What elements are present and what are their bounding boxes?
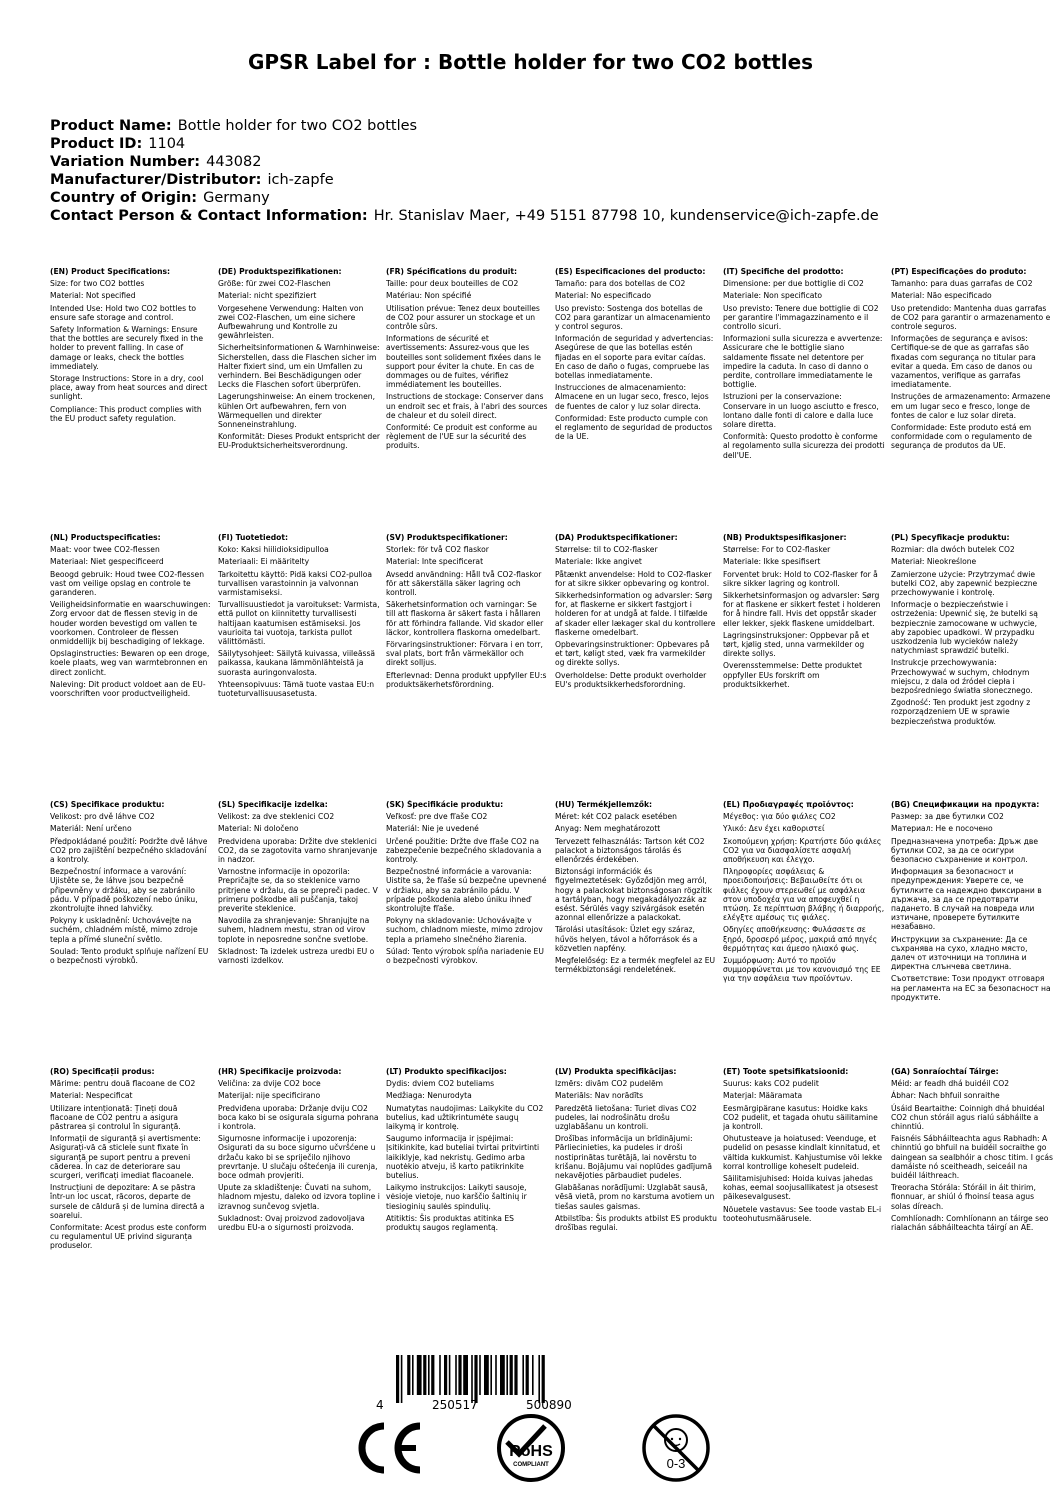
spec-heading: (ET) Toote spetsifikatsioonid:: [723, 1067, 849, 1076]
spec-line: Drošības informācija un brīdinājumi: Pārliecinieties, ka pudeles ir droši nostiprinātas turētājā, lai novērstu to krišanu. Bojājumu vai noplūdes gadījumā nekavējoties pārbaudiet pudeles.: [555, 1134, 712, 1181]
spec-heading: (ES) Especificaciones del producto:: [555, 267, 706, 276]
spec-line: Beoogd gebruik: Houd twee CO2-flessen vast om veilige opslag en controle te garanderen.: [50, 569, 205, 598]
spec-line: Påtænkt anvendelse: Hold to CO2-flasker for at sikre sikker opbevaring og kontrol.: [555, 569, 712, 588]
spec-line: Laikymo instrukcijos: Laikyti sausoje, vėsioje vietoje, nuo karščio šaltinių ir tiesioginių saulės spindulių.: [386, 1183, 527, 1211]
barcode: [372, 1355, 617, 1415]
spec-block: [218, 1067, 380, 1232]
spec-line: Instruções de armazenamento: Armazene em um lugar seco e fresco, longe de fontes de calor e luz solar direta.: [891, 392, 1051, 420]
info-value: 443082: [206, 154, 262, 170]
spec-line: Conformidad: Este producto cumple con el reglamento de seguridad de productos de la UE.: [555, 413, 713, 442]
spec-line: Υλικό: Δεν έχει καθοριστεί: [723, 824, 825, 834]
spec-line: Matériau: Non spécifié: [386, 291, 472, 301]
info-label: Product Name:: [50, 118, 172, 134]
spec-line: Materiale: Ikke spesifisert: [723, 557, 821, 567]
spec-heading: (NB) Produktspesifikasjoner:: [723, 533, 847, 542]
spec-line: Intended Use: Hold two CO2 bottles to ensure safe storage and control.: [50, 303, 197, 322]
info-label: Product ID:: [50, 136, 143, 152]
spec-block: [218, 533, 380, 698]
spec-line: Tamanho: para duas garrafas de CO2: [891, 279, 1033, 289]
spec-line: Materiaali: Ei määritelty: [218, 557, 310, 567]
spec-line: Anyag: Nem meghatározott: [555, 824, 661, 834]
barcode-bar: [396, 1355, 399, 1403]
spec-heading: (SV) Produktspecifikationer:: [386, 533, 508, 542]
spec-line: Materiál: Nie je uvedené: [386, 824, 479, 834]
spec-line: Instrukcje przechowywania: Przechowywać w suchym, chłodnym miejscu, z dala od źródeł ciepła i bezpośredniego światła słonecznego.: [891, 658, 1033, 696]
spec-line: Lagringsinstruksjoner: Oppbevar på et tørt, kjølig sted, unna varmekilder og direkte sollys.: [723, 630, 870, 659]
spec-line: Material: nicht spezifiziert: [218, 291, 317, 301]
spec-line: Size: for two CO2 bottles: [50, 279, 145, 289]
spec-heading: (BG) Спецификации на продукта:: [891, 800, 1040, 809]
spec-line: Predviđena uporaba: Držanje dviju CO2 boca kako bi se osigurala sigurna pohrana i kontrola.: [218, 1103, 379, 1132]
spec-block: [891, 1067, 1053, 1232]
spec-heading: (IT) Specifiche del prodotto:: [723, 267, 844, 276]
spec-line: Materiale: Ikke angivet: [555, 557, 642, 567]
barcode-bar: [510, 1355, 513, 1395]
spec-line: Instrucciones de almacenamiento: Almacene en un lugar seco, fresco, lejos de fuentes de calor y luz solar directa.: [555, 383, 709, 411]
barcode-bar: [484, 1355, 489, 1395]
barcode-digits-mid: 250517: [432, 1398, 478, 1412]
spec-line: Forventet bruk: Hold to CO2-flasker for å sikre sikker lagring og kontroll.: [723, 569, 878, 588]
spec-line: Материал: Не е посочено: [891, 824, 993, 834]
age-label: 0-3: [666, 1456, 686, 1471]
spec-heading: (LT) Produkto specifikacijos:: [386, 1067, 507, 1076]
spec-line: Určené použitie: Držte dve fľaše CO2 na zabezpečenie bezpečného skladovania a kontroly.: [386, 836, 542, 865]
page-title: GPSR Label for : Bottle holder for two CO2 bottles: [247, 50, 814, 74]
rohs-sublabel: COMPLIANT: [513, 1462, 549, 1468]
barcode-bar: [538, 1355, 540, 1403]
spec-block: [386, 267, 548, 451]
spec-line: Méid: ar feadh dhá buidéil CO2: [891, 1079, 1010, 1089]
spec-line: Информация за безопасност и предупреждения: Уверете се, че бутилките са надеждно фиксирани в държача, за да се предотврати падането. В случай на повреда или изтичане, проверете бутилките незабавно.: [891, 867, 1042, 932]
barcode-bar: [522, 1355, 524, 1395]
spec-line: Overholdelse: Dette produkt overholder EU's produktsikkerhedsforordning.: [555, 670, 707, 689]
spec-line: Faisnéis Sábháilteachta agus Rabhadh: A chinntiú go bhfuil na buidéil socraithe go daingean sa sealbhóir a chosc titim. I gcás damáiste nó sceitheadh, seiceáil na buidéil láithreach.: [891, 1134, 1053, 1181]
info-row: [50, 153, 879, 171]
spec-heading: (NL) Productspecificaties:: [50, 533, 161, 542]
spec-line: Lagerungshinweise: An einem trockenen, kühlen Ort aufbewahren, fern von Wärmequellen und direkter Sonneneinstrahlung.: [218, 392, 375, 430]
barcode-bar: [458, 1355, 461, 1395]
info-row: [50, 117, 879, 135]
spec-line: Tervezett felhasználás: Tartson két CO2 palackot a biztonságos tárolás és ellenőrzés érdekében.: [555, 836, 705, 865]
spec-line: Información de seguridad y advertencias: Asegúrese de que las botellas estén fijadas en el soporte para evitar caídas. En caso de daño o fugas, compruebe las botellas inmediatamente.: [555, 334, 714, 381]
spec-line: Tarkoitettu käyttö: Pidä kaksi CO2-pulloa turvallisen varastoinnin ja valvonnan varmistamiseksi.: [218, 569, 373, 598]
spec-line: Størrelse: For to CO2-flasker: [723, 545, 831, 555]
spec-heading: (DA) Produktspecifikationer:: [555, 533, 678, 542]
barcode-bar: [495, 1355, 497, 1395]
spec-line: Předpokládané použití: Podržte dvě láhve CO2 pro zajištění bezpečného skladování a kontroly.: [50, 836, 208, 865]
spec-line: Eesmärgipärane kasutus: Hoidke kaks CO2 pudelit, et tagada ohutu säilitamine ja kontroll.: [723, 1103, 878, 1132]
spec-heading: (FI) Tuotetiedot:: [218, 533, 289, 542]
spec-block: [50, 533, 212, 698]
spec-line: Ábhar: Nach bhfuil sonraithe: [891, 1091, 1000, 1101]
barcode-digits-right: 500890: [526, 1398, 572, 1412]
spec-line: Materiał: Nieokreślone: [891, 557, 977, 567]
spec-line: Conformité: Ce produit est conforme au règlement de l'UE sur la sécurité des produits.: [386, 423, 538, 451]
barcode-bar: [479, 1355, 481, 1395]
ce-mark-icon: [350, 1418, 425, 1478]
spec-line: Comhlíonadh: Comhlíonann an táirge seo rialachán sábháilteachta táirgí an AE.: [891, 1213, 1049, 1233]
rohs-compliant-icon: [495, 1412, 567, 1484]
spec-block: [891, 800, 1053, 1002]
spec-line: Méret: két CO2 palack esetében: [555, 812, 677, 822]
spec-line: Konformität: Dieses Produkt entspricht der EU-Produktsicherheitsverordnung.: [218, 432, 380, 451]
spec-block: [723, 800, 885, 984]
spec-line: Συμμόρφωση: Αυτό το προϊόν συμμορφώνεται με τον κανονισμό της ΕΕ για την ασφάλεια των προϊόντων.: [723, 956, 881, 984]
spec-line: Dimensione: per due bottiglie di CO2: [723, 279, 864, 289]
spec-line: Veličina: za dvije CO2 boce: [218, 1079, 321, 1089]
spec-heading: (LV) Produkta specifikācijas:: [555, 1067, 677, 1076]
spec-line: Turvallisuustiedot ja varoitukset: Varmista, että pullot on kiinnitetty turvallisesti haltijaan kaatumisen estämiseksi. Jos vaurioita tai vuotoja, tarkista pullot välittömästi.: [218, 600, 380, 647]
spec-line: Skladnost: Ta izdelek ustreza uredbi EU o varnosti izdelkov.: [218, 946, 375, 966]
spec-block: [555, 533, 717, 689]
barcode-bar: [500, 1355, 505, 1395]
spec-line: Størrelse: til to CO2-flasker: [555, 545, 658, 555]
spec-line: Nõuetele vastavus: See toode vastab EL-i tooteohutusmäärusele.: [723, 1204, 882, 1223]
spec-line: Material: Ni določeno: [218, 824, 299, 834]
spec-line: Glabāšanas norādījumi: Uzglabāt sausā, vēsā vietā, prom no karstuma avotiem un tiešas saules gaismas.: [555, 1183, 715, 1211]
spec-line: Material: Não especificado: [891, 291, 992, 301]
spec-line: Instructions de stockage: Conserver dans un endroit sec et frais, à l'abri des sources de chaleur et du soleil direct.: [386, 392, 548, 420]
spec-block: [723, 533, 885, 689]
spec-heading: (EN) Product Specifications:: [50, 267, 171, 276]
spec-line: Megfelelőség: Ez a termék megfelel az EU termékbiztonsági rendeletének.: [555, 956, 716, 975]
spec-line: Opbevaringsinstruktioner: Opbevares på et tørt, køligt sted, væk fra varmekilder og direkte sollys.: [555, 640, 710, 668]
spec-block: [50, 267, 212, 423]
spec-line: Informações de segurança e avisos: Certifique-se de que as garrafas são fixadas com segurança no titular para evitar a queda. Em caso de danos ou vazamentos, verifique as garrafas imediatamente.: [891, 334, 1036, 390]
spec-line: Biztonsági információk és figyelmeztetések: Győződjön meg arról, hogy a palackokat biztonságosan rögzítik a tartályban, hogy megakadályozzák az esést. Sérülés vagy szivárgások esetén azonnal ellenőrizze a palackokat.: [555, 867, 713, 923]
spec-line: Utilizare intenționată: Țineți două flacoane de CO2 pentru a asigura păstrarea și controlul în siguranță.: [50, 1103, 181, 1132]
spec-line: Opslaginstructies: Bewaren op een droge, koele plaats, weg van warmtebronnen en direct zonlicht.: [50, 649, 210, 677]
info-row: [50, 135, 879, 153]
spec-line: Ohutusteave ja hoiatused: Veenduge, et pudelid on pesasse kindlalt kinnitatud, et vältida kukkumist. Kahjustumise või lekke korral kontrollige koheselt pudeleid.: [723, 1134, 883, 1171]
spec-block: [386, 533, 548, 689]
spec-block: [723, 1067, 885, 1223]
spec-line: Uso pretendido: Mantenha duas garrafas de CO2 para garantir o armazenamento e controle seguros.: [891, 303, 1051, 332]
spec-line: Avsedd användning: Håll två CO2-flaskor för att säkerställa säker lagring och kontroll.: [386, 569, 542, 598]
spec-line: Paredzētā lietošana: Turiet divas CO2 pudeles, lai nodrošinātu drošu uzglabāšanu un kontroli.: [555, 1103, 697, 1132]
info-label: Manufacturer/Distributor:: [50, 172, 262, 188]
info-row: [50, 171, 879, 189]
spec-line: Medžiaga: Nenurodyta: [386, 1091, 472, 1101]
spec-heading: (FR) Spécifications du produit:: [386, 267, 518, 276]
spec-line: Pokyny k uskladnění: Uchovávejte na suchém, chladném místě, mimo zdroje tepla a přímé sluneční světlo.: [50, 916, 198, 944]
spec-line: Material: Not specified: [50, 291, 136, 301]
spec-block: [218, 800, 380, 965]
spec-line: Materiaal: Niet gespecificeerd: [50, 557, 164, 567]
spec-line: Pokyny na skladovanie: Uchovávajte v suchom, chladnom mieste, mimo zdrojov tepla a priameho slnečného žiarenia.: [386, 916, 543, 944]
spec-line: Инструкции за съхранение: Да се съхранява на сухо, хладно място, далеч от източници на топлина и директна слънчева светлина.: [891, 934, 1028, 972]
spec-line: Safety Information & Warnings: Ensure that the bottles are securely fixed in the holder to prevent falling. In case of damage or leaks, check the bottles immediately.: [50, 325, 203, 371]
spec-line: Taille: pour deux bouteilles de CO2: [386, 279, 519, 289]
spec-line: Predvidena uporaba: Držite dve steklenici CO2, da se zagotovita varno shranjevanje in nadzor.: [218, 836, 378, 865]
spec-heading: (GA) Sonraíochtaí Táirge:: [891, 1067, 999, 1076]
spec-block: [50, 800, 212, 965]
barcode-bar: [471, 1355, 473, 1403]
spec-block: [386, 1067, 548, 1232]
spec-line: Conformità: Questo prodotto è conforme al regolamento sulla sicurezza dei prodotti dell'UE.: [723, 432, 885, 460]
spec-line: Saugumo informacija ir įspėjimai: Įsitikinkite, kad buteliai tvirtai pritvirtinti laikiklyje, kad nekristų. Gedimo arba nuotėkio atveju, iš karto patikrinkite butelius.: [386, 1134, 540, 1181]
barcode-bar: [463, 1355, 468, 1395]
spec-line: Materjal: Määramata: [723, 1091, 803, 1101]
barcode-bar: [532, 1355, 534, 1395]
spec-block: [891, 267, 1053, 451]
spec-line: Bezpečnostné informácie a varovania: Uistite sa, že fľaše sú bezpečne upevnené v držiaku, aby sa zabránilo pádu. V prípade poškodenia alebo úniku ihneď skontrolujte fľaše.: [386, 867, 547, 914]
spec-line: Materijal: nije specificirano: [218, 1091, 321, 1101]
spec-line: Treoracha Stórála: Stóráil in áit thirim, fionnuar, ar shiúl ó fhoinsí teasa agus solas díreach.: [891, 1183, 1036, 1211]
specifications-grid: [50, 267, 1053, 1322]
spec-line: Dydis: dviem CO2 buteliams: [386, 1079, 495, 1089]
spec-line: Zamierzone użycie: Przytrzymać dwie butelki CO2, aby zapewnić bezpieczne przechowywanie i kontrolę.: [891, 569, 1038, 598]
spec-line: Material: Inte specificerat: [386, 557, 484, 567]
barcode-bar: [490, 1355, 492, 1395]
info-row: [50, 189, 879, 207]
spec-line: Compliance: This product complies with the EU product safety regulation.: [50, 404, 202, 423]
spec-line: Veľkosť: pre dve fľaše CO2: [386, 812, 488, 822]
barcode-bar: [423, 1355, 426, 1395]
barcode-bar: [506, 1355, 508, 1395]
barcode-bar: [439, 1355, 441, 1395]
spec-line: Numatytas naudojimas: Laikykite du CO2 butelius, kad užtikrintumėte saugų laikymą ir kontrolę.: [386, 1103, 544, 1132]
spec-heading: (SK) Špecifikácie produktu:: [386, 800, 504, 809]
spec-line: Súlad: Tento výrobok spĺňa nariadenie EU o bezpečnosti výrobkov.: [386, 946, 544, 966]
spec-line: Navodila za shranjevanje: Shranjujte na suhem, hladnem mestu, stran od virov toplote in neposredne sončne svetlobe.: [218, 916, 370, 944]
barcode-bar: [444, 1355, 447, 1395]
spec-heading: (PL) Specyfikacje produktu:: [891, 533, 1010, 542]
spec-block: [555, 267, 717, 441]
spec-line: Storage Instructions: Store in a dry, cool place, away from heat sources and direct sunlight.: [50, 374, 208, 402]
spec-line: Sukladnost: Ovaj proizvod zadovoljava uredbu EU-a o sigurnosti proizvoda.: [218, 1213, 365, 1233]
spec-line: Informacje o bezpieczeństwie i ostrzeżenia: Upewnić się, że butelki są bezpiecznie zamocowane w uchwycie, aby zapobiec upadkowi. W przypadku uszkodzenia lub wycieków należy natychmiast sprawdzić butelki.: [891, 600, 1038, 656]
spec-line: Velikost: pro dvě láhve CO2: [50, 812, 155, 822]
barcode-bar: [449, 1355, 451, 1395]
spec-line: Sigurnosne informacije i upozorenja: Osigurati da su boce sigurno učvršćene u držaču kako bi se spriječilo njihovo prevrtanje. U slučaju oštećenja ili curenja, boce odmah provjeriti.: [218, 1134, 378, 1181]
info-value: 1104: [148, 136, 186, 152]
spec-line: Sicherheitsinformationen & Warnhinweise: Sicherstellen, dass die Flaschen sicher im Halter fixiert sind, um ein Umfallen zu verhindern. Bei Beschädigungen oder Lecks die Flaschen sofort überprüfen.: [218, 343, 380, 390]
spec-line: Instrucțiuni de depozitare: A se păstra într-un loc uscat, răcoros, departe de sursele de căldură și de lumina directă a soarelui.: [50, 1183, 205, 1220]
spec-line: Overensstemmelse: Dette produktet oppfyller EUs forskrift om produktsikkerhet.: [723, 661, 862, 689]
info-label: Contact Person & Contact Information:: [50, 208, 368, 224]
spec-line: Varnostne informacije in opozorila: Prepričajte se, da so steklenice varno pritrjene v držalu, da se prepreči padec. V primeru poškodbe ali puščanja, takoj preverite steklenice.: [218, 867, 378, 914]
spec-line: Atbilstība: Šis produkts atbilst ES produktu drošības regulai.: [555, 1213, 717, 1233]
spec-line: Material: Nespecificat: [50, 1091, 133, 1101]
spec-line: Μέγεθος: για δύο φιάλες CO2: [723, 812, 836, 822]
spec-line: Größe: für zwei CO2-Flaschen: [218, 279, 331, 289]
info-value: Hr. Stanislav Maer, +49 5151 87798 10, kundenservice@ich-zapfe.de: [373, 208, 879, 224]
spec-line: Materiale: Non specificato: [723, 291, 823, 301]
barcode-bar: [542, 1355, 545, 1403]
info-value: Bottle holder for two CO2 bottles: [177, 118, 418, 134]
spec-line: Veiligheidsinformatie en waarschuwingen: Zorg ervoor dat de flessen stevig in de houder worden bevestigd om vallen te voorkomen. Controleer de flessen onmiddellijk bij beschadiging of lekkage.: [50, 600, 211, 647]
spec-line: Izmērs: divām CO2 pudelēm: [555, 1079, 664, 1089]
spec-heading: (EL) Προδιαγραφές προϊόντος:: [723, 800, 854, 809]
spec-block: [555, 800, 717, 974]
info-value: ich-zapfe: [267, 172, 334, 188]
spec-line: Materiál: Není určeno: [50, 824, 132, 834]
spec-line: Размер: за две бутилки CO2: [891, 812, 1004, 822]
spec-line: Säilytysohjeet: Säilytä kuivassa, viileässä paikassa, kaukana lämmönlähteistä ja suorasta auringonvalosta.: [218, 649, 376, 677]
spec-heading: (RO) Specificații produs:: [50, 1067, 155, 1076]
spec-line: Rozmiar: dla dwóch butelek CO2: [891, 545, 1015, 555]
barcode-bar: [514, 1355, 517, 1395]
spec-line: Informazioni sulla sicurezza e avvertenze: Assicurare che le bottiglie siano saldamente fissate nel detentore per impedire la caduta. In caso di danno o perdite, controllare immediatamente le bottiglie.: [723, 334, 883, 390]
spec-block: [386, 800, 548, 965]
spec-line: Informations de sécurité et avertissements: Assurez-vous que les bouteilles sont solidement fixées dans le support pour éviter la chute. En cas de dommages ou de fuites, vérifiez immédiatement les bouteilles.: [386, 334, 541, 390]
spec-line: Atitiktis: Šis produktas atitinka ES produktų saugos reglamentą.: [386, 1213, 514, 1233]
spec-line: Uso previsto: Sostenga dos botellas de CO2 para garantizar un almacenamiento y control seguros.: [555, 303, 711, 332]
spec-line: Säilitamisjuhised: Hoida kuivas jahedas kohas, eemal soojusallikatest ja otsesest päikesevalgusest.: [723, 1174, 878, 1202]
barcode-digit-left: 4: [376, 1398, 384, 1412]
spec-block: [218, 267, 380, 451]
barcode-bar: [407, 1355, 410, 1395]
spec-line: Conformidade: Este produto está em conformidade com o regulamento de segurança de produtos da UE.: [891, 423, 1032, 451]
spec-line: Informații de siguranță și avertismente: Asigurați-vă că sticlele sunt fixate în siguranță pe suport pentru a preveni căderea. În caz de deteriorare sau scurgeri, verificați imediat flacoanele.: [50, 1134, 201, 1181]
barcode-bar: [526, 1355, 529, 1395]
spec-line: Soulad: Tento produkt splňuje nařízení EU o bezpečnosti výrobků.: [50, 946, 209, 966]
spec-line: Efterlevnad: Denna produkt uppfyller EU:s produktsäkerhetsförordning.: [386, 670, 547, 689]
spec-line: Οδηγίες αποθήκευσης: Φυλάσσετε σε ξηρό, δροσερό μέρος, μακριά από πηγές θερμότητας και άμεσο ηλιακό φως.: [723, 925, 878, 953]
spec-heading: (HR) Specifikacije proizvoda:: [218, 1067, 342, 1076]
spec-line: Conformitate: Acest produs este conform cu regulamentul UE privind siguranța produselor.: [50, 1223, 207, 1251]
spec-line: Tamaño: para dos botellas de CO2: [555, 279, 686, 289]
rohs-label: RoHS: [509, 1443, 553, 1460]
barcode-bar: [401, 1355, 403, 1403]
spec-line: Предназначена употреба: Дръж две бутилки CO2, за да се осигури безопасно съхранение и контрол.: [891, 836, 1039, 865]
spec-line: Zgodność: Ten produkt jest zgodny z rozporządzeniem UE w sprawie bezpieczeństwa produktów.: [891, 698, 1031, 726]
spec-line: Tárolási utasítások: Üzlet egy száraz, hűvös helyen, távol a hőforrások és a közvetlen napfény.: [555, 925, 698, 953]
not-for-children-0-3-icon: [640, 1412, 712, 1484]
spec-line: Velikost: za dve steklenici CO2: [218, 812, 335, 822]
spec-line: Materiāls: Nav norādīts: [555, 1091, 644, 1101]
spec-line: Utilisation prévue: Tenez deux bouteilles de CO2 pour assurer un stockage et un contrôle sûrs.: [386, 303, 540, 332]
spec-heading: (SL) Specifikacije izdelka:: [218, 800, 328, 809]
barcode-bars: [372, 1355, 617, 1415]
spec-line: Förvaringsinstruktioner: Förvara i en torr, sval plats, bort från värmekällor och direkt solljus.: [386, 640, 543, 668]
info-value: Germany: [203, 190, 270, 206]
spec-line: Vorgesehene Verwendung: Halten von zwei CO2-Flaschen, um eine sichere Aufbewahrung und Kontrolle zu gewährleisten.: [218, 303, 364, 341]
spec-line: Naleving: Dit product voldoet aan de EU-voorschriften voor productveiligheid.: [50, 679, 206, 699]
barcode-bar: [412, 1355, 414, 1395]
spec-line: Koko: Kaksi hiilidioksidipulloa: [218, 545, 329, 555]
spec-line: Istruzioni per la conservazione: Conservare in un luogo asciutto e fresco, lontano dalle fonti di calore e dalla luce solare diretta.: [723, 392, 879, 430]
spec-block: [891, 533, 1053, 726]
spec-line: Σκοπούμενη χρήση: Κρατήστε δύο φιάλες CO2 για να διασφαλίσετε ασφαλή αποθήκευση και έλεγχο.: [723, 836, 882, 865]
spec-line: Bezpečnostní informace a varování: Ujistěte se, že láhve jsou bezpečně připevněny v držáku, aby se zabránilo pádu. V případě poškození nebo úniku, zkontrolujte ihned lahvičky.: [50, 867, 198, 914]
spec-line: Mărime: pentru două flacoane de CO2: [50, 1079, 196, 1089]
spec-line: Yhteensopivuus: Tämä tuote vastaa EU:n tuoteturvallisuusasetusta.: [218, 679, 375, 699]
barcode-bar: [417, 1355, 422, 1395]
spec-block: [723, 267, 885, 460]
spec-heading: (PT) Especificações do produto:: [891, 267, 1027, 276]
spec-line: Storlek: för två CO2 flaskor: [386, 545, 489, 555]
barcode-bar: [474, 1355, 477, 1403]
spec-heading: (CS) Specifikace produktu:: [50, 800, 165, 809]
spec-line: Sikkerhetsinformasjon og advarsler: Sørg for at flaskene er sikkert festet i holderen for å hindre fall. Hvis det oppstår skader eller lekker, sjekk flaskene umiddelbart.: [723, 591, 881, 628]
spec-line: Съответствие: Този продукт отговаря на регламента на ЕС за безопасност на продуктите.: [891, 974, 1051, 1002]
barcode-bar: [455, 1355, 457, 1395]
product-info: [50, 117, 879, 225]
spec-line: Úsáid Beartaithe: Coinnigh dhá bhuidéal CO2 chun stóráil agus rialú sábháilte a chinntiú.: [891, 1103, 1045, 1132]
spec-line: Material: No especificado: [555, 291, 652, 301]
info-label: Country of Origin:: [50, 190, 198, 206]
spec-line: Upute za skladištenje: Čuvati na suhom, hladnom mjestu, daleko od izvora topline i izravnog sunčevog svjetla.: [218, 1183, 380, 1211]
spec-block: [50, 1067, 212, 1251]
spec-block: [555, 1067, 717, 1232]
spec-line: Suurus: kaks CO2 pudelit: [723, 1079, 819, 1089]
barcode-bar: [428, 1355, 430, 1395]
info-row: [50, 207, 879, 225]
spec-heading: (HU) Termékjellemzők:: [555, 800, 653, 809]
info-label: Variation Number:: [50, 154, 201, 170]
spec-line: Säkerhetsinformation och varningar: Se till att flaskorna är säkert fasta i hållaren för att förhindra fallande. Vid skador eller läckor, kontrollera flaskorna omedelbart.: [386, 600, 544, 637]
spec-line: Πληροφορίες ασφάλειας & προειδοποιήσεις: Βεβαιωθείτε ότι οι φιάλες έχουν στερεωθεί με ασφάλεια στον υποδοχέα για να αποφευχθεί η πτώση. Σε περίπτωση βλάβης ή διαρροής, ελέγξτε αμέσως τις φιάλες.: [723, 867, 885, 923]
barcode-bar: [431, 1355, 434, 1395]
spec-heading: (DE) Produktspezifikationen:: [218, 267, 342, 276]
spec-line: Maat: voor twee CO2-flessen: [50, 545, 160, 555]
spec-line: Sikkerhedsinformation og advarsler: Sørg for, at flaskerne er sikkert fastgjort i holderen for at undgå at falde. I tilfælde af skader eller lækager skal du kontrollere flaskerne omedelbart.: [555, 591, 716, 637]
spec-line: Uso previsto: Tenere due bottiglie di CO2 per garantire l'immagazzinamento e il controllo sicuri.: [723, 303, 879, 332]
